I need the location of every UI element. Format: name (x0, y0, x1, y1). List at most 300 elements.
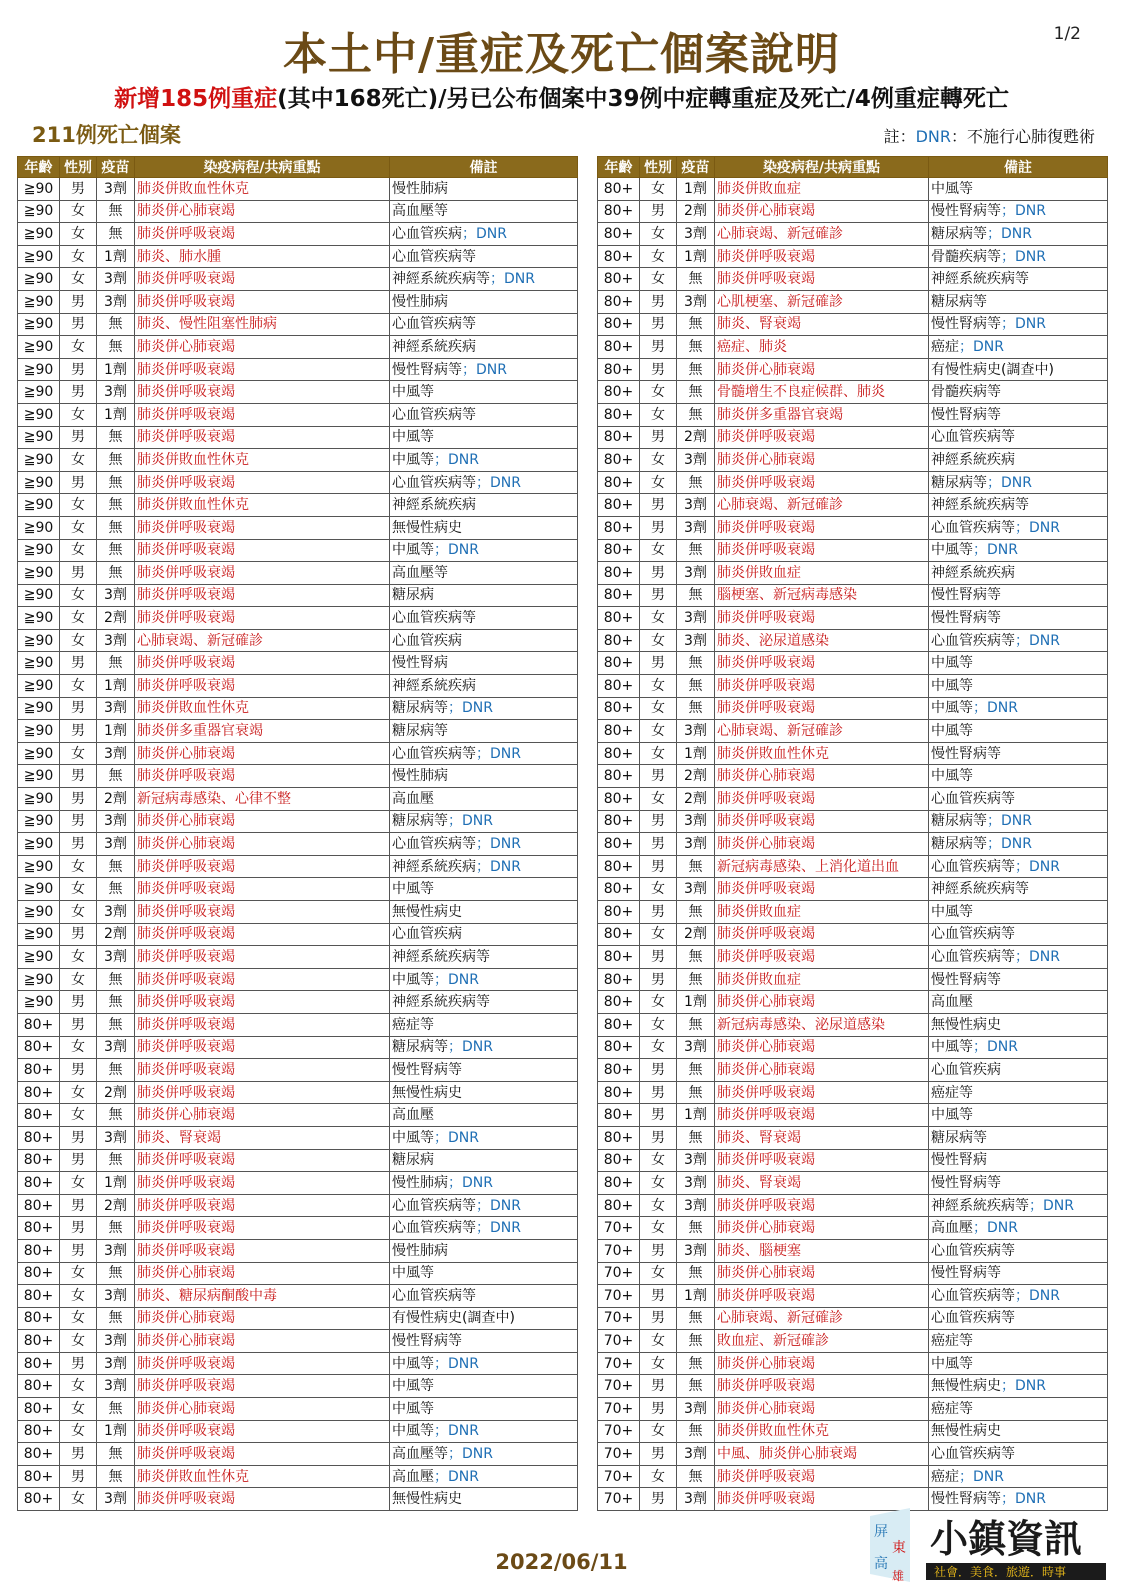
dnr-tag: ；DNR (1015, 519, 1060, 536)
course-cell: 肺炎併心肺衰竭 (715, 449, 929, 472)
table-row (598, 1420, 1108, 1443)
sex-cell: 女 (640, 381, 677, 404)
remarks-text: 高血壓 (392, 790, 434, 807)
vaccine-cell: 1劑 (97, 675, 135, 698)
logo-title: 小鎮資訊 (930, 1517, 1083, 1561)
dnr-tag: ；DNR (434, 1468, 479, 1485)
age-cell: 80+ (598, 629, 640, 652)
vaccine-cell: 3劑 (97, 290, 135, 313)
age-cell: 80+ (598, 471, 640, 494)
remarks-cell (390, 336, 578, 359)
sex-cell: 女 (60, 539, 97, 562)
table-row (18, 901, 578, 924)
course-cell: 肺炎併呼吸衰竭 (135, 1081, 390, 1104)
remarks-cell (929, 1398, 1108, 1421)
course-cell: 肺炎併心肺衰竭 (135, 1398, 390, 1421)
course-cell: 肺炎併呼吸衰竭 (135, 1443, 390, 1466)
sex-cell: 男 (640, 968, 677, 991)
age-cell: 70+ (598, 1239, 640, 1262)
age-cell: ≧90 (18, 675, 60, 698)
age-cell: 80+ (598, 584, 640, 607)
course-cell: 肺炎併呼吸衰竭 (715, 1375, 929, 1398)
remarks-text: 心血管疾病等 (931, 632, 1015, 649)
sex-cell: 男 (640, 855, 677, 878)
age-cell: 70+ (598, 1285, 640, 1308)
remarks-text: 心血管疾病等 (392, 1287, 476, 1304)
remarks-cell (929, 539, 1108, 562)
vaccine-cell: 3劑 (97, 810, 135, 833)
table-row (18, 1217, 578, 1240)
sex-cell: 女 (640, 268, 677, 291)
remarks-cell (390, 268, 578, 291)
subtitle (0, 80, 1123, 113)
age-cell: ≧90 (18, 968, 60, 991)
dnr-note (884, 124, 1095, 147)
table-row (598, 584, 1108, 607)
remarks-cell (929, 584, 1108, 607)
sex-cell: 女 (640, 607, 677, 630)
age-cell: 80+ (598, 313, 640, 336)
sex-cell: 男 (640, 584, 677, 607)
remarks-cell (390, 426, 578, 449)
table-row (18, 1352, 578, 1375)
remarks-text: 慢性肺病 (392, 180, 448, 197)
remarks-cell (929, 765, 1108, 788)
remarks-cell (390, 1420, 578, 1443)
sex-cell: 女 (60, 223, 97, 246)
table-row (598, 991, 1108, 1014)
remarks-text: 中風等 (931, 1355, 973, 1372)
age-cell: 80+ (598, 810, 640, 833)
age-cell: ≧90 (18, 991, 60, 1014)
vaccine-cell: 無 (677, 1307, 715, 1330)
vaccine-cell: 無 (677, 1126, 715, 1149)
table-row (598, 1172, 1108, 1195)
dnr-tag: ；DNR (973, 1220, 1018, 1237)
remarks-cell (390, 178, 578, 201)
table-row (598, 381, 1108, 404)
course-cell: 肺炎併呼吸衰竭 (715, 1285, 929, 1308)
sex-cell: 男 (60, 313, 97, 336)
sex-cell: 男 (640, 1398, 677, 1421)
age-cell: ≧90 (18, 878, 60, 901)
sex-cell: 女 (60, 1398, 97, 1421)
sex-cell: 女 (60, 336, 97, 359)
remarks-header: 備註 (929, 157, 1108, 178)
course-cell: 肺炎併呼吸衰竭 (135, 1375, 390, 1398)
vaccine-cell: 3劑 (677, 290, 715, 313)
course-cell: 肺炎併呼吸衰竭 (715, 1194, 929, 1217)
remarks-cell (929, 1307, 1108, 1330)
sex-cell: 女 (60, 855, 97, 878)
sex-cell: 男 (60, 178, 97, 201)
dnr-tag: ；DNR (448, 700, 493, 717)
vaccine-cell: 3劑 (97, 1352, 135, 1375)
vaccine-cell: 3劑 (97, 901, 135, 924)
table-row (18, 1036, 578, 1059)
course-cell: 肺炎併呼吸衰竭 (135, 584, 390, 607)
sex-header: 性別 (60, 157, 97, 178)
remarks-cell (390, 765, 578, 788)
vaccine-cell: 3劑 (677, 878, 715, 901)
vaccine-cell: 3劑 (677, 607, 715, 630)
vaccine-cell: 3劑 (677, 1036, 715, 1059)
course-cell: 肺炎併呼吸衰竭 (715, 426, 929, 449)
vaccine-cell: 無 (677, 584, 715, 607)
remarks-cell (390, 968, 578, 991)
table-row (598, 946, 1108, 969)
age-cell: 80+ (598, 223, 640, 246)
sex-cell: 男 (640, 1104, 677, 1127)
vaccine-cell: 無 (97, 1059, 135, 1082)
dnr-tag: ；DNR (1001, 1491, 1046, 1508)
remarks-cell (929, 268, 1108, 291)
sex-cell: 男 (60, 381, 97, 404)
course-cell: 肺炎併心肺衰竭 (135, 200, 390, 223)
table-row (598, 223, 1108, 246)
table-row (598, 1194, 1108, 1217)
remarks-text: 神經系統疾病 (931, 451, 1015, 468)
remarks-text: 神經系統疾病 (392, 338, 476, 355)
course-cell: 新冠病毒感染、心律不整 (135, 788, 390, 811)
dnr-tag: ；DNR (973, 542, 1018, 559)
sex-cell: 女 (60, 1285, 97, 1308)
remarks-cell (390, 1307, 578, 1330)
remarks-cell (929, 855, 1108, 878)
remarks-text: 高血壓等 (392, 1446, 448, 1463)
sex-cell: 女 (640, 1172, 677, 1195)
table-row (18, 358, 578, 381)
vaccine-cell: 無 (97, 313, 135, 336)
sex-cell: 男 (60, 1149, 97, 1172)
dnr-tag: ；DNR (434, 451, 479, 468)
vaccine-cell: 無 (97, 426, 135, 449)
sex-cell: 男 (60, 426, 97, 449)
vaccine-cell: 無 (677, 1420, 715, 1443)
age-cell: ≧90 (18, 358, 60, 381)
remarks-cell (929, 607, 1108, 630)
age-cell: ≧90 (18, 223, 60, 246)
remarks-cell (929, 471, 1108, 494)
remarks-text: 無慢性病史 (931, 1016, 1001, 1033)
age-cell: 80+ (598, 381, 640, 404)
remarks-text: 無慢性病史 (392, 1491, 462, 1508)
table-row (598, 1036, 1108, 1059)
remarks-text: 神經系統疾病等 (931, 1197, 1029, 1214)
age-cell: 80+ (598, 403, 640, 426)
age-cell: ≧90 (18, 788, 60, 811)
remarks-text: 神經系統疾病等 (931, 497, 1029, 514)
course-cell: 肺炎併呼吸衰竭 (135, 946, 390, 969)
age-cell: 80+ (18, 1352, 60, 1375)
remarks-text: 心血管疾病等 (392, 610, 476, 627)
table-row (598, 878, 1108, 901)
remarks-text: 糖尿病等 (931, 225, 987, 242)
table-row (18, 562, 578, 585)
remarks-text: 中風等 (392, 429, 434, 446)
course-cell: 肺炎併呼吸衰竭 (135, 358, 390, 381)
sex-cell: 女 (60, 1307, 97, 1330)
sex-cell: 男 (640, 313, 677, 336)
age-cell: 80+ (598, 878, 640, 901)
remarks-cell (929, 652, 1108, 675)
vaccine-cell: 無 (97, 878, 135, 901)
age-cell: 80+ (598, 788, 640, 811)
remarks-cell (929, 1443, 1108, 1466)
vaccine-cell: 3劑 (677, 562, 715, 585)
remarks-text: 中風等 (931, 1107, 973, 1124)
vaccine-cell: 無 (677, 652, 715, 675)
age-cell: ≧90 (18, 539, 60, 562)
remarks-text: 慢性腎病等 (931, 587, 1001, 604)
vaccine-cell: 1劑 (677, 991, 715, 1014)
remarks-text: 有慢性病史(調查中) (931, 361, 1054, 378)
remarks-cell (929, 1013, 1108, 1036)
sex-cell: 男 (640, 290, 677, 313)
course-cell: 肺炎、肺水腫 (135, 245, 390, 268)
course-cell: 肺炎併敗血性休克 (135, 1465, 390, 1488)
age-cell: ≧90 (18, 313, 60, 336)
table-row (598, 720, 1108, 743)
age-cell: ≧90 (18, 652, 60, 675)
remarks-cell (390, 1104, 578, 1127)
table-row (18, 1059, 578, 1082)
remarks-header: 備註 (390, 157, 578, 178)
remarks-text: 慢性腎病 (392, 655, 448, 672)
table-row (18, 1285, 578, 1308)
remarks-cell (390, 562, 578, 585)
remarks-text: 中風等 (392, 1129, 434, 1146)
vaccine-cell: 2劑 (97, 607, 135, 630)
sex-cell: 男 (60, 788, 97, 811)
vaccine-cell: 無 (677, 1330, 715, 1353)
sex-cell: 男 (640, 1081, 677, 1104)
remarks-cell (390, 1013, 578, 1036)
course-cell: 肺炎併敗血性休克 (715, 742, 929, 765)
remarks-text: 神經系統疾病等 (392, 994, 490, 1011)
remarks-cell (390, 1126, 578, 1149)
subtitle-highlight: 新增185例重症 (114, 86, 278, 112)
table-row (598, 1081, 1108, 1104)
course-cell: 肺炎併呼吸衰竭 (715, 516, 929, 539)
sex-cell: 女 (640, 675, 677, 698)
dnr-tag: ；DNR (490, 271, 535, 288)
remarks-cell (929, 923, 1108, 946)
sex-cell: 女 (60, 629, 97, 652)
vaccine-cell: 3劑 (677, 1239, 715, 1262)
course-cell: 肺炎併心肺衰竭 (715, 1217, 929, 1240)
sex-cell: 女 (60, 245, 97, 268)
course-cell: 肺炎、腦梗塞 (715, 1239, 929, 1262)
age-cell: 80+ (598, 765, 640, 788)
remarks-cell (929, 562, 1108, 585)
vaccine-cell: 無 (97, 539, 135, 562)
remarks-cell (929, 358, 1108, 381)
table-row (18, 607, 578, 630)
course-cell: 新冠病毒感染、上消化道出血 (715, 855, 929, 878)
sex-cell: 男 (640, 562, 677, 585)
table-header (598, 157, 1108, 178)
remarks-cell (929, 720, 1108, 743)
table-row (598, 268, 1108, 291)
course-cell: 肺炎併呼吸衰竭 (135, 381, 390, 404)
remarks-text: 中風等 (931, 542, 973, 559)
remarks-cell (390, 1465, 578, 1488)
vaccine-cell: 3劑 (677, 1443, 715, 1466)
remarks-cell (929, 1285, 1108, 1308)
vaccine-cell: 1劑 (97, 358, 135, 381)
death-count: 211例死亡個案 (32, 123, 181, 147)
sex-cell: 女 (60, 901, 97, 924)
course-header: 染疫病程/共病重點 (715, 157, 929, 178)
remarks-text: 高血壓 (931, 1220, 973, 1237)
remarks-text: 中風等 (931, 677, 973, 694)
course-cell: 肺炎併呼吸衰竭 (135, 1217, 390, 1240)
remarks-cell (929, 336, 1108, 359)
sex-cell: 女 (640, 720, 677, 743)
sex-cell: 男 (60, 1013, 97, 1036)
course-cell: 肺炎併呼吸衰竭 (135, 223, 390, 246)
vaccine-cell: 1劑 (677, 1104, 715, 1127)
remarks-text: 慢性腎病等 (392, 361, 462, 378)
table-row (18, 652, 578, 675)
remarks-cell (390, 675, 578, 698)
age-cell: ≧90 (18, 200, 60, 223)
remarks-cell (390, 923, 578, 946)
sex-cell: 男 (60, 765, 97, 788)
course-cell: 肺炎併呼吸衰竭 (135, 1239, 390, 1262)
dnr-tag: ；DNR (1001, 248, 1046, 265)
dnr-tag: ；DNR (448, 1039, 493, 1056)
page-title: 本土中/重症及死亡個案說明 (282, 29, 841, 80)
vaccine-cell: 2劑 (677, 788, 715, 811)
vaccine-cell: 無 (677, 1375, 715, 1398)
remarks-text: 慢性肺病 (392, 293, 448, 310)
course-cell: 心肺衰竭、新冠確診 (715, 494, 929, 517)
vaccine-cell: 無 (97, 336, 135, 359)
remarks-text: 慢性肺病 (392, 1242, 448, 1259)
sex-cell: 男 (640, 494, 677, 517)
remarks-text: 神經系統疾病等 (392, 271, 490, 288)
remarks-cell (390, 290, 578, 313)
sex-cell: 女 (60, 607, 97, 630)
remarks-text: 中風等 (392, 1378, 434, 1395)
vaccine-cell: 3劑 (97, 268, 135, 291)
remarks-cell (929, 1126, 1108, 1149)
age-cell: ≧90 (18, 403, 60, 426)
table-row (598, 1398, 1108, 1421)
vaccine-cell: 3劑 (97, 178, 135, 201)
dnr-tag: ；DNR (434, 1129, 479, 1146)
table-row (18, 855, 578, 878)
table-row (18, 923, 578, 946)
age-cell: 80+ (598, 901, 640, 924)
course-cell: 肺炎併心肺衰竭 (715, 1398, 929, 1421)
sex-cell: 女 (640, 1013, 677, 1036)
sex-cell: 女 (640, 403, 677, 426)
course-cell: 肺炎併心肺衰竭 (715, 991, 929, 1014)
remarks-cell (390, 607, 578, 630)
vaccine-cell: 3劑 (677, 494, 715, 517)
remarks-text: 高血壓 (392, 1107, 434, 1124)
remarks-text: 無慢性病史 (392, 903, 462, 920)
remarks-cell (929, 901, 1108, 924)
vaccine-cell: 3劑 (677, 1398, 715, 1421)
remarks-text: 慢性腎病等 (931, 1174, 1001, 1191)
table-row (18, 1465, 578, 1488)
course-cell: 肺炎併心肺衰竭 (135, 336, 390, 359)
vaccine-cell: 3劑 (97, 381, 135, 404)
age-header: 年齡 (18, 157, 60, 178)
vaccine-cell: 無 (677, 1081, 715, 1104)
remarks-cell (390, 855, 578, 878)
vaccine-cell: 無 (97, 471, 135, 494)
table-row (598, 1239, 1108, 1262)
vaccine-cell: 2劑 (677, 923, 715, 946)
age-cell: ≧90 (18, 494, 60, 517)
dnr-tag: ；DNR (434, 1355, 479, 1372)
remarks-cell (929, 1239, 1108, 1262)
age-cell: 80+ (18, 1375, 60, 1398)
age-cell: 70+ (598, 1488, 640, 1511)
remarks-cell (390, 1398, 578, 1421)
remarks-text: 中風等 (931, 655, 973, 672)
remarks-text: 慢性腎病 (931, 1152, 987, 1169)
age-cell: 80+ (598, 268, 640, 291)
table-row (18, 720, 578, 743)
course-cell: 肺炎併敗血症 (715, 968, 929, 991)
age-cell: 80+ (598, 426, 640, 449)
course-cell: 敗血症、新冠確診 (715, 1330, 929, 1353)
sex-cell: 女 (60, 1172, 97, 1195)
remarks-text: 高血壓 (392, 1468, 434, 1485)
course-cell: 肺炎併心肺衰竭 (135, 742, 390, 765)
vaccine-cell: 3劑 (97, 1488, 135, 1511)
vaccine-header: 疫苗 (677, 157, 715, 178)
course-cell: 肺炎併呼吸衰竭 (135, 765, 390, 788)
vaccine-cell: 2劑 (677, 426, 715, 449)
remarks-text: 心血管疾病等 (392, 406, 476, 423)
sex-cell: 女 (640, 788, 677, 811)
course-cell: 肺炎併呼吸衰竭 (715, 1488, 929, 1511)
vaccine-cell: 無 (97, 516, 135, 539)
remarks-cell (929, 1194, 1108, 1217)
course-cell: 肺炎併呼吸衰竭 (135, 607, 390, 630)
remarks-text: 神經系統疾病等 (931, 881, 1029, 898)
vaccine-cell: 3劑 (677, 1194, 715, 1217)
course-cell: 心肌梗塞、新冠確診 (715, 290, 929, 313)
sex-cell: 女 (60, 516, 97, 539)
course-cell: 肺炎併心肺衰竭 (135, 1262, 390, 1285)
table-row (18, 381, 578, 404)
remarks-text: 無慢性病史 (931, 1378, 1001, 1395)
vaccine-cell: 3劑 (677, 1149, 715, 1172)
vaccine-cell: 無 (677, 855, 715, 878)
course-cell: 肺炎併呼吸衰竭 (715, 810, 929, 833)
table-row (18, 946, 578, 969)
age-cell: 80+ (18, 1172, 60, 1195)
remarks-cell (929, 223, 1108, 246)
remarks-cell (390, 223, 578, 246)
vaccine-cell: 3劑 (677, 629, 715, 652)
vaccine-cell: 1劑 (97, 245, 135, 268)
table-row (598, 562, 1108, 585)
table-row (18, 765, 578, 788)
sex-cell: 女 (640, 1149, 677, 1172)
vaccine-cell: 無 (97, 1465, 135, 1488)
remarks-cell (929, 675, 1108, 698)
remarks-text: 無慢性病史 (931, 1423, 1001, 1440)
